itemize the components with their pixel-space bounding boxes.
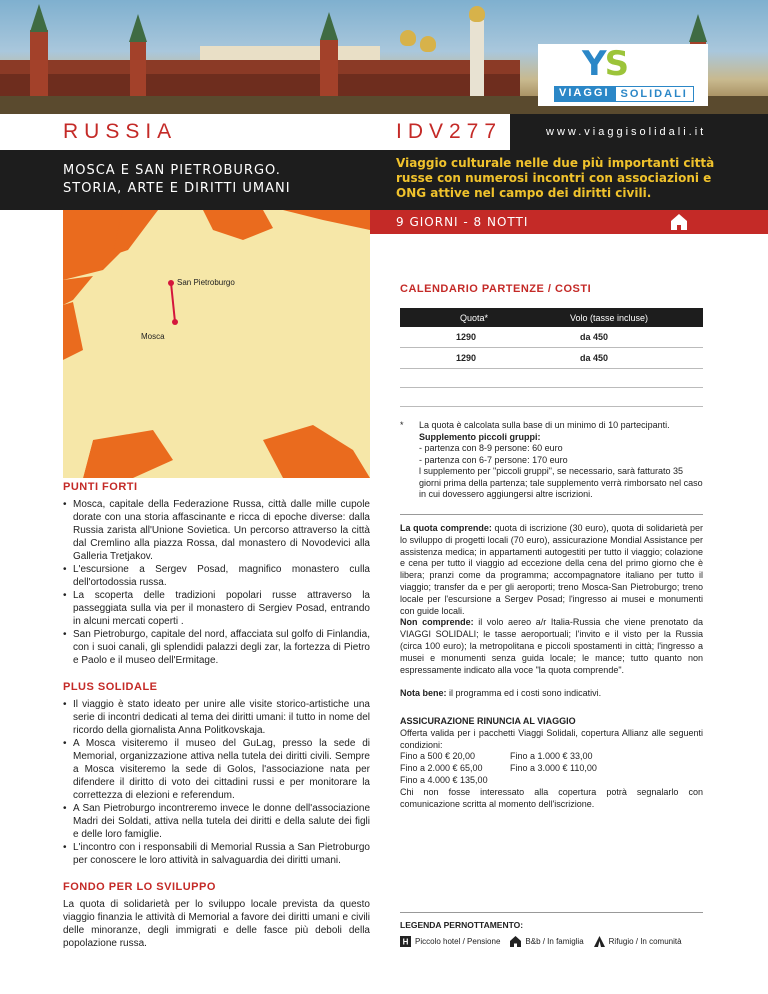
list-item: • Mosca, capitale della Federazione Russa, città dalle mille cupole dorate con una storia affascinante e ricca di epoche diverse: dalla Russia zarista all'Unione Sovietica. Un percorso attraverso la città dal Cremlino alla piazza Rossa, dal monastero di Novodevici alla Galleria Tretjakov. <box>63 498 370 563</box>
assicurazione-outro: Chi non fosse interessato alla copertura potrà segnalarlo con comunicazione scritta al momento dell'iscrizione. <box>400 786 703 809</box>
title-banner <box>0 150 768 210</box>
house-icon <box>510 936 521 947</box>
note-supplement-text: l supplemento per "piccoli gruppi", se necessario, sarà fatturato 35 giorni prima della partenza; tale supplemento verrà rimborsato nel caso in cui dovessero aggiungersi altre iscrizioni. <box>419 466 703 499</box>
tower <box>130 40 146 100</box>
quota-comprende <box>400 523 703 676</box>
subtitle-line-2: STORIA, ARTE E DIRITTI UMANI <box>63 181 291 196</box>
plus-solidale-list <box>63 698 370 867</box>
house-icon <box>670 213 688 231</box>
assicurazione-cell: Fino a 3.000 € 110,00 <box>510 763 597 774</box>
subtitle-line-1: MOSCA E SAN PIETROBURGO. <box>63 163 281 178</box>
title-bar <box>0 114 768 150</box>
tower-spire <box>129 14 147 42</box>
tower-spire <box>30 4 48 32</box>
list-item: • La scoperta delle tradizioni popolari russe attraverso la passeggiata sulla via per il monastero di Sergiev Posad, entrando in alcuni mercati coperti . <box>63 589 370 628</box>
logo-mark-icon: YS <box>582 44 628 84</box>
table-row <box>400 348 703 369</box>
golden-dome <box>469 6 485 22</box>
punti-forti-list <box>63 498 370 667</box>
tower <box>320 40 338 100</box>
city-marker-icon <box>168 280 174 286</box>
non-comprende-text: il volo aereo a/r Italia-Russia che viene prenotato da VIAGGI SOLIDALI; le tasse aeroportuali; l'invito e il visto per la Russia (circa 100 euro); la metropolitana e piccoli spostamenti in città; l'ingresso a musei e monumenti senza guida locale; le mance; tutto quanto non espressamente indicato alla voce "la quota comprende". <box>400 617 703 675</box>
city-marker-icon <box>172 319 178 325</box>
cell-volo: da 450 <box>580 332 609 342</box>
legenda <box>400 920 718 947</box>
fondo-text: La quota di solidarietà per lo sviluppo locale prevista da questo viaggio finanzia le attività di Memorial a favore dei diritti umani e civili delle minoranze, degli immigrati e delle fasce più deboli della popolazione russa. <box>63 899 370 949</box>
list-item: • L'escursione a Sergev Posad, magnifico monastero culla dell'ortodossia russa. <box>63 563 370 589</box>
nota-bene-text: il programma ed i costi sono indicativi. <box>449 688 602 698</box>
assicurazione-cell: Fino a 500 € 20,00 <box>400 751 476 762</box>
tower-spire <box>320 12 338 40</box>
left-column <box>63 481 370 950</box>
assicurazione-cell: Fino a 1.000 € 33,00 <box>510 751 593 762</box>
trip-code: IDV277 <box>396 120 503 143</box>
non-comprende-label: Non comprende: <box>400 617 474 628</box>
legend-label: Piccolo hotel / Pensione <box>415 937 501 946</box>
country-title: RUSSIA <box>63 120 178 143</box>
nota-bene <box>400 688 703 700</box>
logo-text-solidali: SOLIDALI <box>615 86 694 102</box>
list-item: • A San Pietroburgo incontreremo invece le donne dell'associazione Madri dei Soldati, attiva nella tutela dei diritti e della salute dei figli e delle loro famiglie. <box>63 802 370 841</box>
fondo-title: FONDO PER LO SVILUPPO <box>63 881 216 893</box>
price-table <box>400 308 703 407</box>
footnote-star: * <box>400 420 404 430</box>
website-link[interactable]: www.viaggisolidali.it <box>510 114 768 150</box>
legend-item <box>400 936 500 947</box>
list-item: • A Mosca visiteremo il museo del GuLag, presso la sede di Memorial, organizzazione attiva nella tutela dei diritti civili. Sempre a Mosca visiteremo la sede di Golos, l'associazione nata per difendere il diritto di voto dei cittadini russi e per monitorare la correttezza di elezioni e referendum. <box>63 737 370 802</box>
list-item: • L'incontro con i responsabili di Memorial Russia a San Pietroburgo per conoscere le loro attività in salvaguardia dei diritti umani. <box>63 841 370 867</box>
price-note <box>400 420 703 501</box>
column-header-quota: Quota* <box>460 312 489 323</box>
logo-wordmark <box>554 86 694 102</box>
logo-text-viaggi: VIAGGI <box>554 86 615 102</box>
legend-label: Rifugio / In comunità <box>608 937 682 946</box>
nota-bene-label: Nota bene: <box>400 688 447 698</box>
legend-label: B&b / In famiglia <box>525 937 584 946</box>
table-header <box>400 308 703 327</box>
hotel-icon <box>400 936 411 947</box>
legend-item <box>510 936 583 947</box>
assicurazione <box>400 716 703 810</box>
trip-description: Viaggio culturale nelle due più importanti città russe con numerosi incontri con associazioni e ONG attive nel campo dei diritti civili. <box>396 156 715 200</box>
golden-dome <box>420 36 436 52</box>
map-land <box>63 210 370 478</box>
divider <box>400 912 703 913</box>
note-minimum: La quota è calcolata sulla base di un minimo di 10 partecipanti. <box>419 420 670 430</box>
comprende-label: La quota comprende: <box>400 523 492 533</box>
tent-icon <box>594 936 605 947</box>
divider <box>400 514 703 515</box>
assicurazione-intro: Offerta valida per i pacchetti Viaggi Solidali, copertura Allianz alle seguenti condizioni: <box>400 727 703 750</box>
cell-volo: da 450 <box>580 353 609 363</box>
cell-quota: 1290 <box>456 332 477 342</box>
svg-text:H: H <box>402 937 409 947</box>
punti-forti-title: PUNTI FORTI <box>63 481 138 493</box>
note-supplement-2: - partenza con 6-7 persone: 170 euro <box>419 454 568 465</box>
tower <box>30 30 48 100</box>
assicurazione-row: Fino a 4.000 € 135,00 <box>400 774 488 785</box>
map-label-san-pietroburgo: San Pietroburgo <box>177 278 235 287</box>
table-row <box>400 327 703 348</box>
calendario-title: CALENDARIO PARTENZE / COSTI <box>400 283 592 295</box>
viaggi-solidali-logo[interactable] <box>538 44 708 106</box>
note-supplement-title: Supplemento piccoli gruppi: <box>419 431 541 442</box>
bell-tower <box>470 20 484 100</box>
map-label-mosca: Mosca <box>141 332 165 341</box>
trip-subtitle <box>63 162 363 198</box>
assicurazione-row <box>400 763 703 775</box>
duration-bar <box>370 210 768 234</box>
table-row <box>400 388 703 407</box>
legenda-title: LEGENDA PERNOTTAMENTO: <box>400 920 524 930</box>
assicurazione-row <box>400 751 703 763</box>
golden-dome <box>400 30 416 46</box>
comprende-text: quota di iscrizione (30 euro), quota di solidarietà per lo sviluppo di progetti locali (70 euro), assicurazione Mondial Assistance per assistenza medica; in appartamenti autogestiti per tutto il viaggio; colazione e cena per tutto il viaggio ad eccezione della cena del primo giorno che è libera; pranzi come da programma; accompagnatore italiano per tutto il viaggio; transfer da e per gli aeroporti; treno Mosca-San Pietroburgo; treno locale per l'escursione a Sergev Posad; l'ingresso ai musei e monumenti con guide locali. <box>400 523 703 616</box>
column-header-volo: Volo (tasse incluse) <box>570 312 649 323</box>
legend-item <box>594 936 682 947</box>
route-map <box>63 210 370 478</box>
plus-solidale-title: PLUS SOLIDALE <box>63 681 158 693</box>
note-supplement-1: - partenza con 8-9 persone: 60 euro <box>419 443 563 453</box>
assicurazione-cell: Fino a 2.000 € 65,00 <box>400 763 483 774</box>
list-item: • San Pietroburgo, capitale del nord, affacciata sul golfo di Finlandia, con i suoi canali, gli splendidi palazzi degli zar, la fortezza di Pietro e Paolo e il museo dell'Ermitage. <box>63 628 370 667</box>
table-row <box>400 369 703 388</box>
assicurazione-title: ASSICURAZIONE RINUNCIA AL VIAGGIO <box>400 716 576 726</box>
tower-spire <box>689 14 707 42</box>
duration-text: 9 GIORNI - 8 NOTTI <box>396 215 529 229</box>
list-item: • Il viaggio è stato ideato per unire alle visite storico-artistiche una serie di incontri dedicati al tema dei diritti umani: il tutto in nome del ricordo della giornalista Anna Politkovskaja. <box>63 698 370 737</box>
cell-quota: 1290 <box>456 353 477 363</box>
